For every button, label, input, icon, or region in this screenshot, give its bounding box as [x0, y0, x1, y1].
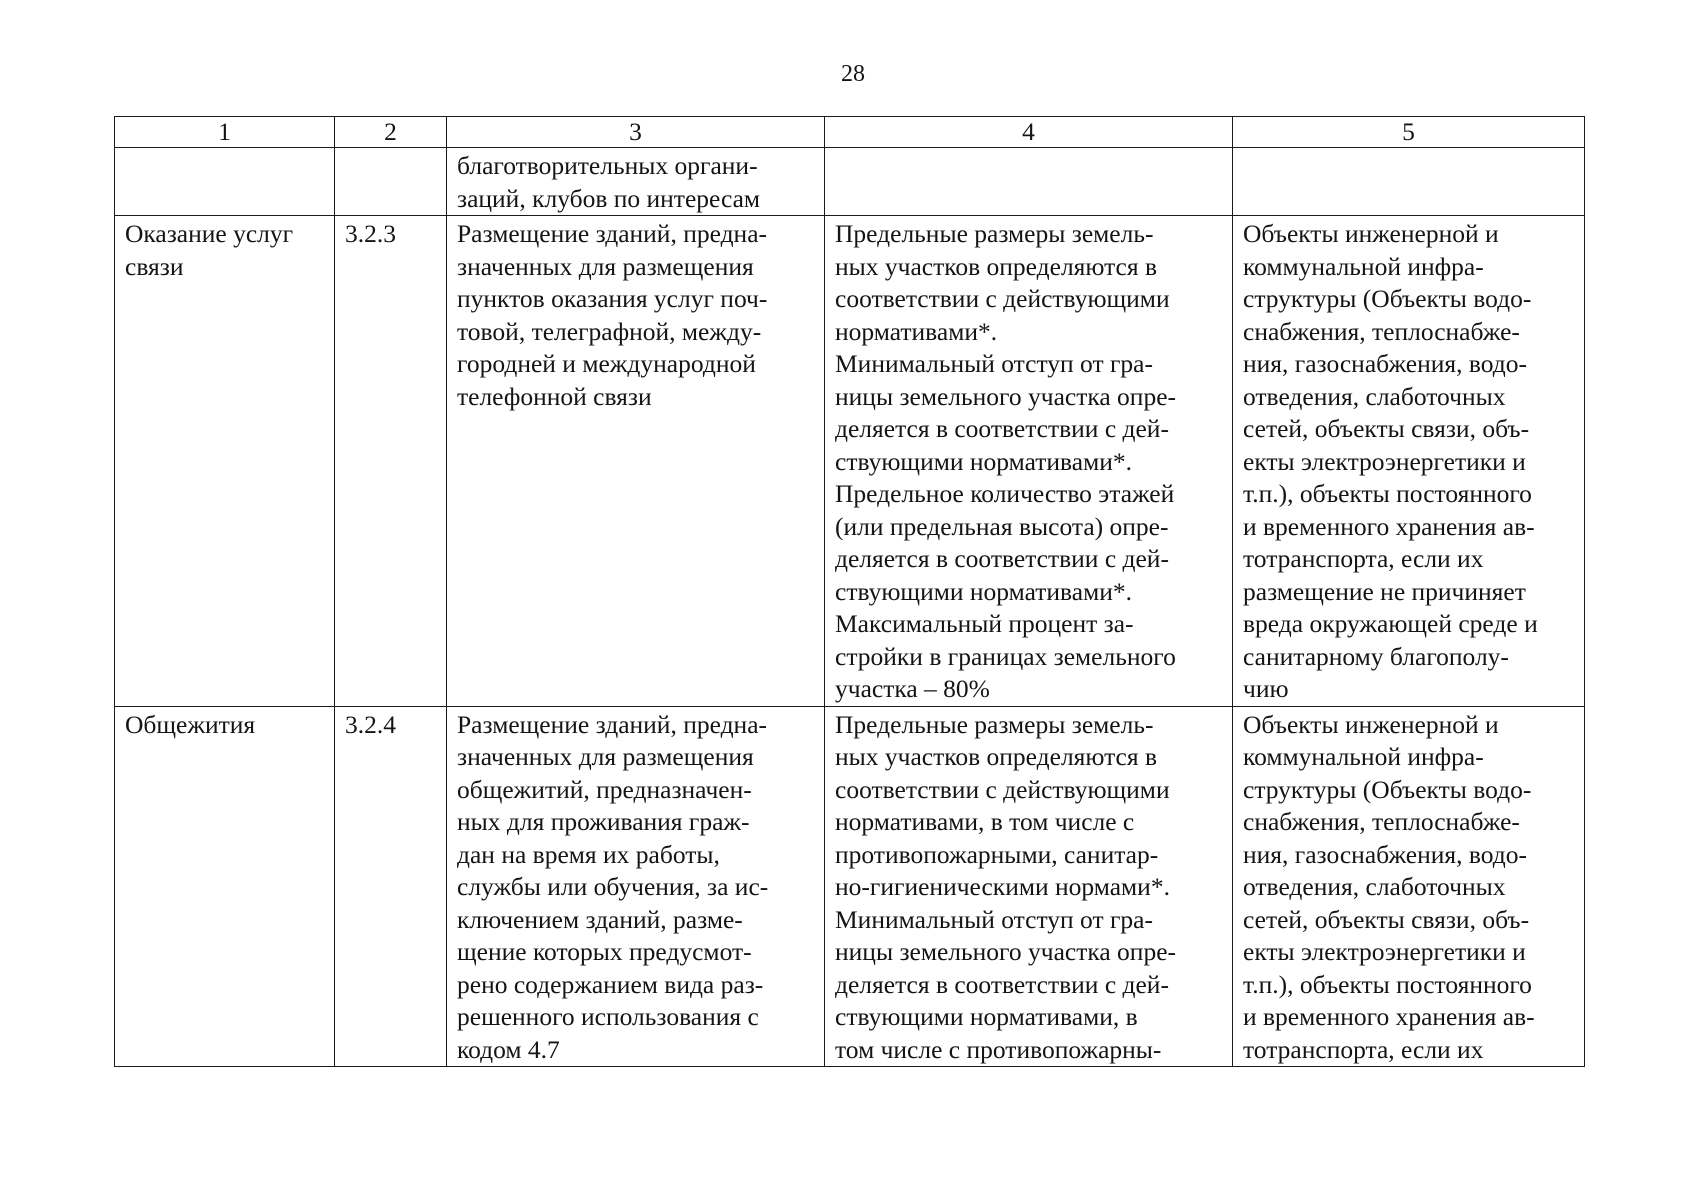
- use-code-cell: 3.2.4: [335, 706, 447, 1067]
- auxiliary-uses-cell: Объекты инженерной и коммунальной инфра- структуры (Объекты водо- снабжения, теплоснабже- ния, газоснабжения, водо- отведения, слаботочных сетей, объекты связи, объ- екты электроэнергетики и т.п.), объекты постоянного и временного хранения ав- тотранспорта, если их размещение не причиняет вреда окружающей среде и санитарному благополу- чию: [1233, 216, 1585, 707]
- column-header-5: 5: [1233, 117, 1585, 148]
- use-name-cell: Оказание услуг связи: [115, 216, 335, 707]
- use-code-cell: 3.2.3: [335, 216, 447, 707]
- auxiliary-uses-cell: [1233, 148, 1585, 216]
- use-description-cell: благотворительных органи- заций, клубов по интересам: [447, 148, 825, 216]
- parameters-cell: [825, 148, 1233, 216]
- land-use-table: [114, 116, 1585, 1067]
- page-number: 28: [841, 61, 865, 87]
- use-description-cell: Размещение зданий, предна- значенных для размещения пунктов оказания услуг поч- товой, телеграфной, между- городней и международной телефонной связи: [447, 216, 825, 707]
- parameters-cell: Предельные размеры земель- ных участков определяются в соответствии с действующими нормативами, в том числе с противопожарными, санитар- но-гигиеническими нормами*. Минимальный отступ от гра- ницы земельного участка опре- деляется в соответствии с дей- ствующими нормативами, в том числе с противопожарны-: [825, 706, 1233, 1067]
- use-name-cell: Общежития: [115, 706, 335, 1067]
- table-row: [115, 148, 1585, 216]
- use-code-cell: [335, 148, 447, 216]
- parameters-cell: Предельные размеры земель- ных участков определяются в соответствии с действующими нормативами*. Минимальный отступ от гра- ницы земельного участка опре- деляется в соответствии с дей- ствующими нормативами*. Предельное количество этажей (или предельная высота) опре- деляется в соответствии с дей- ствующими нормативами*. Максимальный процент за- стройки в границах земельного участка – 80%: [825, 216, 1233, 707]
- column-header-3: 3: [447, 117, 825, 148]
- use-name-cell: [115, 148, 335, 216]
- use-description-cell: Размещение зданий, предна- значенных для размещения общежитий, предназначен- ных для проживания граж- дан на время их работы, службы или обучения, за ис- ключением зданий, разме- щение которых предусмот- рено содержанием вида раз- решенного использования с кодом 4.7: [447, 706, 825, 1067]
- column-header-2: 2: [335, 117, 447, 148]
- table-row: [115, 216, 1585, 707]
- table-header-row: [115, 117, 1585, 148]
- table-row: [115, 706, 1585, 1067]
- column-header-4: 4: [825, 117, 1233, 148]
- auxiliary-uses-cell: Объекты инженерной и коммунальной инфра- структуры (Объекты водо- снабжения, теплоснабже- ния, газоснабжения, водо- отведения, слаботочных сетей, объекты связи, объ- екты электроэнергетики и т.п.), объекты постоянного и временного хранения ав- тотранспорта, если их: [1233, 706, 1585, 1067]
- column-header-1: 1: [115, 117, 335, 148]
